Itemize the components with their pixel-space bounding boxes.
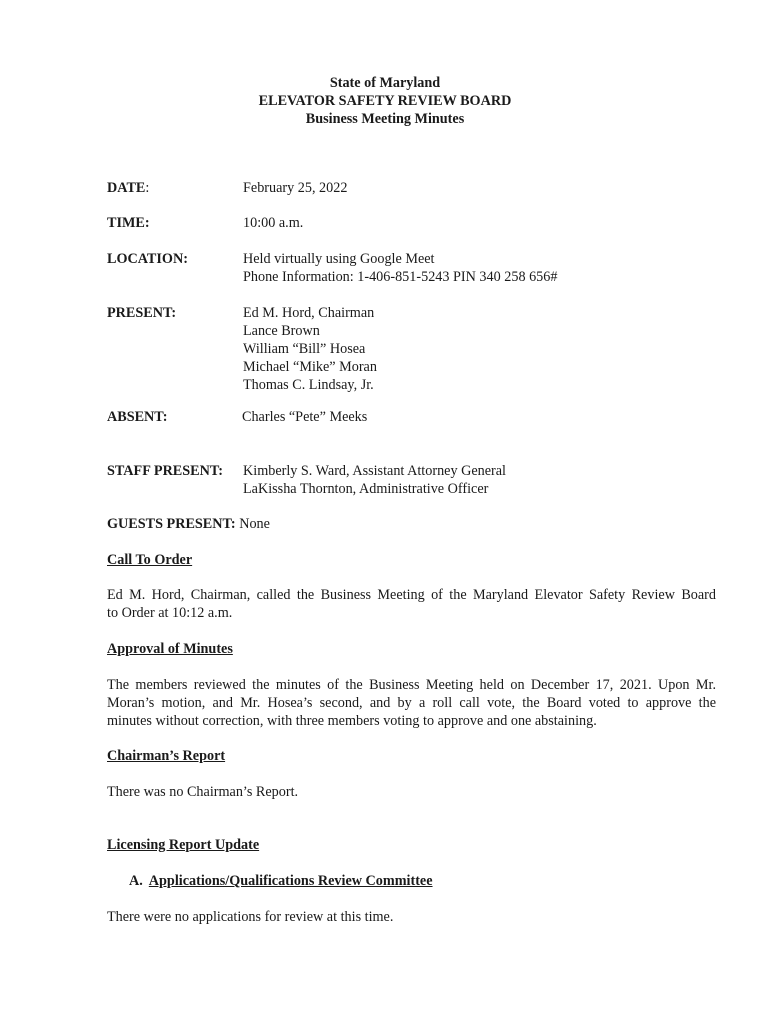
- absent-label: ABSENT:: [107, 409, 168, 425]
- header-state: State of Maryland: [329, 75, 441, 91]
- staff-label: STAFF PRESENT:: [107, 463, 224, 479]
- present-member: Michael “Mike” Moran: [243, 359, 377, 375]
- location-label: LOCATION:: [107, 251, 188, 267]
- date-colon: :: [145, 180, 150, 196]
- time-value: 10:00 a.m.: [243, 215, 304, 231]
- guests-value: None: [239, 516, 270, 532]
- guests-label: GUESTS PRESENT:: [107, 516, 236, 532]
- call-to-order-heading: Call To Order: [107, 552, 193, 568]
- subheading-marker: A.: [129, 873, 143, 889]
- present-member: Thomas C. Lindsay, Jr.: [243, 377, 374, 393]
- paragraph-line: Ed M. Hord, Chairman, called the Business Meeting of the Maryland Elevator Safety Review Board: [107, 587, 716, 603]
- chairman-report-heading: Chairman’s Report: [107, 748, 226, 764]
- location-value: [243, 250, 557, 286]
- header-board: ELEVATOR SAFETY REVIEW BOARD: [258, 93, 512, 109]
- staff-list: [243, 462, 506, 498]
- paragraph-line: minutes without correction, with three members voting to approve and one abstaining.: [107, 713, 597, 729]
- date-label: [107, 179, 149, 197]
- paragraph-line: The members reviewed the minutes of the Business Meeting held on December 17, 2021. Upon Mr.: [107, 677, 716, 693]
- subheading-title: Applications/Qualifications Review Committee: [148, 873, 433, 889]
- approval-heading: Approval of Minutes: [107, 641, 233, 657]
- call-to-order-text: [107, 586, 716, 622]
- time-label: TIME:: [107, 215, 150, 231]
- paragraph-line: Moran’s motion, and Mr. Hosea’s second, and by a roll call vote, the Board voted to approve the: [107, 695, 716, 711]
- staff-member: LaKissha Thornton, Administrative Officer: [243, 481, 489, 497]
- present-member: Lance Brown: [243, 323, 320, 339]
- licensing-text: There were no applications for review at this time.: [107, 909, 394, 925]
- location-line: Held virtually using Google Meet: [243, 251, 435, 267]
- guests-line: [107, 515, 270, 533]
- approval-text: [107, 676, 716, 730]
- present-label: PRESENT:: [107, 305, 177, 321]
- staff-member: Kimberly S. Ward, Assistant Attorney General: [243, 463, 506, 479]
- present-member: William “Bill” Hosea: [243, 341, 366, 357]
- licensing-subheading: [129, 872, 433, 890]
- present-member: Ed M. Hord, Chairman: [243, 305, 375, 321]
- date-value: February 25, 2022: [243, 180, 348, 196]
- chairman-report-text: There was no Chairman’s Report.: [107, 784, 299, 800]
- document-header: [0, 74, 770, 128]
- location-phone: Phone Information: 1-406-851-5243 PIN 340 258 656#: [243, 269, 558, 285]
- header-title: Business Meeting Minutes: [305, 111, 465, 127]
- present-list: [243, 304, 377, 394]
- licensing-heading: Licensing Report Update: [107, 837, 260, 853]
- paragraph-line: to Order at 10:12 a.m.: [107, 605, 233, 621]
- date-label-text: DATE: [107, 180, 146, 196]
- absent-value: Charles “Pete” Meeks: [242, 409, 368, 425]
